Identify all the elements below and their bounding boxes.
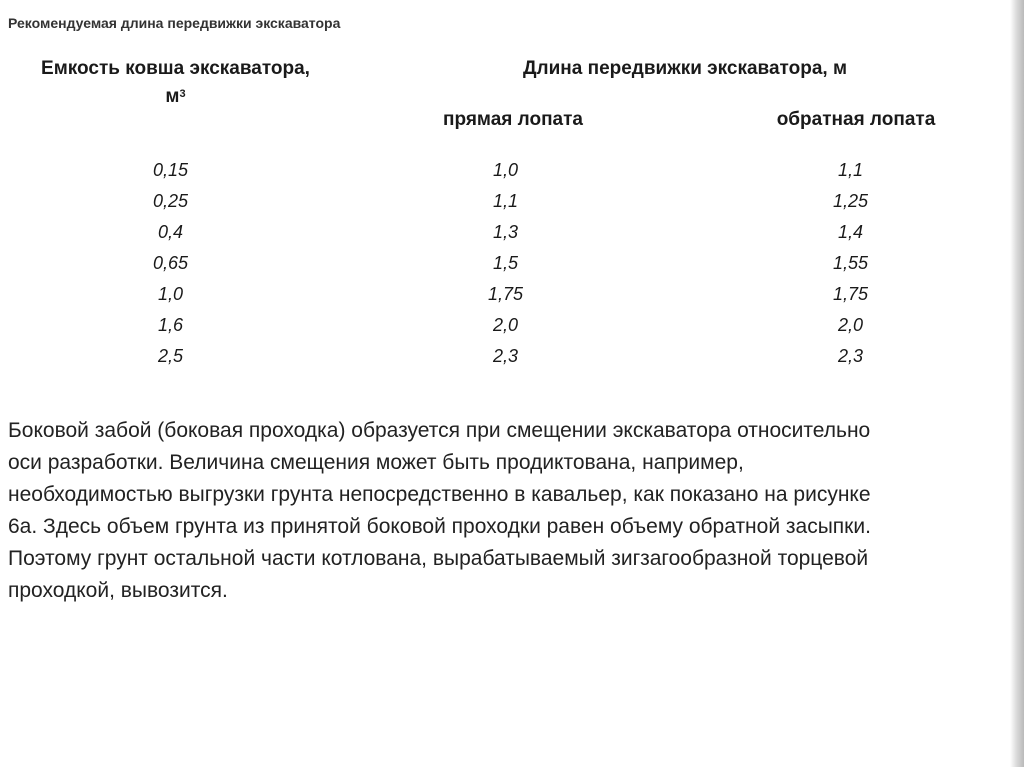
excavator-move-table [8, 155, 1023, 372]
paragraph-line: Поэтому грунт остальной части котлована, вырабатываемый зигзагообразной торцевой [8, 547, 869, 570]
paragraph-line: проходкой, вывозится. [8, 579, 228, 602]
cell-direct: 1,0 [492, 160, 519, 180]
cell-reverse: 1,1 [837, 160, 864, 180]
subheader-direct-shovel: прямая лопата [443, 109, 583, 130]
slide-title: Рекомендуемая длина передвижки экскаватора [8, 15, 341, 31]
cell-capacity: 0,15 [152, 160, 189, 180]
cell-direct: 1,3 [492, 222, 519, 242]
cell-reverse: 1,55 [832, 253, 869, 273]
paragraph-line: оси разработки. Величина смещения может быть продиктована, например, [8, 451, 744, 474]
cell-direct: 2,0 [492, 315, 519, 335]
table-row [8, 248, 1023, 279]
cell-direct: 1,1 [492, 191, 519, 211]
cell-reverse: 2,3 [837, 346, 864, 366]
header-bucket-capacity-unit: м [165, 86, 180, 107]
slide-edge-shadow [1010, 0, 1024, 767]
paragraph-line: Боковой забой (боковая проходка) образуется при смещении экскаватора относительно [8, 419, 871, 442]
paragraph-line: необходимостью выгрузки грунта непосредственно в кавальер, как показано на рисунке [8, 483, 871, 506]
table-row [8, 310, 1023, 341]
paragraph-line: 6а. Здесь объем грунта из принятой боковой проходки равен объему обратной засыпки. [8, 515, 871, 538]
header-move-length: Длина передвижки экскаватора, м [522, 58, 848, 79]
table-row [8, 279, 1023, 310]
cell-capacity: 2,5 [157, 346, 184, 366]
cell-capacity: 1,0 [157, 284, 184, 304]
table-row [8, 186, 1023, 217]
table-row [8, 155, 1023, 186]
cell-direct: 1,75 [487, 284, 524, 304]
cell-capacity: 0,65 [152, 253, 189, 273]
cell-reverse: 2,0 [837, 315, 864, 335]
header-bucket-capacity-label: Емкость ковша экскаватора, [41, 58, 310, 79]
header-bucket-capacity [8, 55, 343, 111]
cell-reverse: 1,4 [837, 222, 864, 242]
header-bucket-capacity-unit-exp: 3 [179, 88, 186, 100]
subheader-reverse-shovel: обратная лопата [776, 109, 936, 130]
side-face-paragraph [8, 415, 998, 607]
cell-direct: 1,5 [492, 253, 519, 273]
table-row [8, 341, 1023, 372]
cell-capacity: 0,4 [157, 222, 184, 242]
cell-direct: 2,3 [492, 346, 519, 366]
cell-reverse: 1,75 [832, 284, 869, 304]
cell-capacity: 1,6 [157, 315, 184, 335]
cell-capacity: 0,25 [152, 191, 189, 211]
cell-reverse: 1,25 [832, 191, 869, 211]
table-row [8, 217, 1023, 248]
